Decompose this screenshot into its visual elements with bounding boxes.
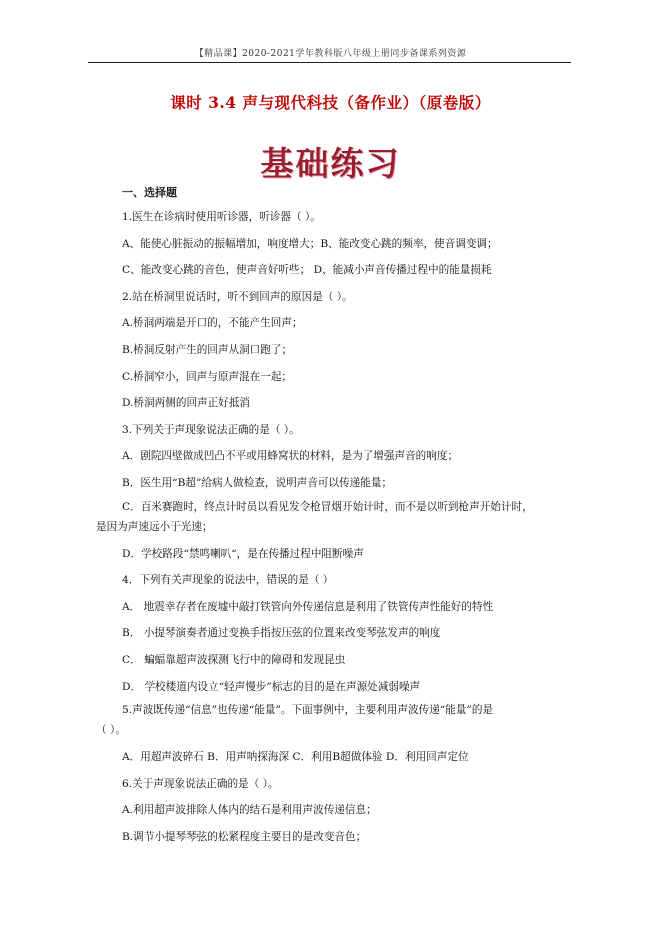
question-3-option-a: A．剧院四壁做成凹凸不平或用蜂窝状的材料，是为了增强声音的响度； (122, 450, 459, 463)
question-3: 3.下列关于声现象说法正确的是（ ）。 (122, 423, 300, 436)
question-5: 5.声波既传递“信息”也传递“能量”。下面事例中，主要利用声波传递“能量”的是 (122, 704, 494, 717)
exercise-content (96, 182, 569, 850)
lesson-title: 课时 3.4 声与现代科技（备作业）（原卷版） (170, 93, 491, 112)
question-4-option-c: C． 蝙蝠靠超声波探测飞行中的障碍和发现昆虫 (122, 653, 346, 666)
question-1-options-cd: C、能改变心跳的音色，使声音好听些； D、能减小声音传播过程中的能量损耗 (122, 264, 492, 277)
question-2-option-b: B.桥洞反射产生的回声从洞口跑了； (122, 343, 293, 356)
question-3-option-b: B．医生用“B超”给病人做检查，说明声音可以传递能量； (122, 476, 393, 489)
question-4-option-d: D． 学校楼道内设立“轻声慢步”标志的目的是在声源处减弱噪声 (122, 680, 421, 693)
question-4-option-a: A． 地震幸存者在废墟中敲打铁管向外传递信息是利用了铁管传声性能好的特性 (122, 600, 494, 613)
question-3-option-d: D．学校路段“禁鸣喇叭“，是在传播过程中阻断噪声 (122, 547, 364, 560)
question-2: 2.站在桥洞里说话时，听不到回声的原因是（ ）。 (122, 290, 353, 303)
question-1: 1.医生在诊病时使用听诊器，听诊器（ ）。 (122, 211, 321, 223)
question-2-option-a: A.桥洞两端是开口的，不能产生回声； (122, 317, 303, 330)
question-3-option-c-continued: 是因为声速远小于光速； (96, 520, 213, 533)
question-6: 6.关于声现象说法正确的是（ ）。 (122, 777, 279, 790)
question-2-option-d: D.桥洞两侧的回声正好抵消 (122, 397, 251, 410)
question-6-option-b: B.调节小提琴琴弦的松紧程度主要目的是改变音色； (122, 830, 367, 843)
section-heading: 一、选择题 (122, 186, 177, 199)
question-4: 4．下列有关声现象的说法中，错误的是（ ） (122, 574, 334, 587)
header-divider (88, 62, 571, 63)
question-5-options: A．用超声波碎石 B．用声呐探海深 C．利用B超做体验 D．利用回声定位 (122, 751, 469, 764)
question-3-option-c: C．百米赛跑时，终点计时员以看见发令枪冒烟开始计时，而不是以听到枪声开始计时， (122, 500, 533, 513)
question-5-continued: （ ）。 (96, 724, 126, 737)
section-big-title: 基础练习 (260, 144, 401, 183)
page-header: 【精品课】2020-2021学年教科版八年级上册同步备课系列资源 (194, 49, 467, 59)
question-4-option-b: B． 小提琴演奏者通过变换手指按压弦的位置来改变琴弦发声的响度 (122, 627, 441, 640)
question-6-option-a: A.利用超声波排除人体内的结石是利用声波传递信息； (122, 804, 377, 817)
question-1-options-ab: A、能使心脏振动的振幅增加，响度增大；B、能改变心跳的频率，使音调变调； (122, 237, 498, 250)
question-2-option-c: C.桥洞窄小，回声与原声混在一起； (122, 370, 293, 383)
